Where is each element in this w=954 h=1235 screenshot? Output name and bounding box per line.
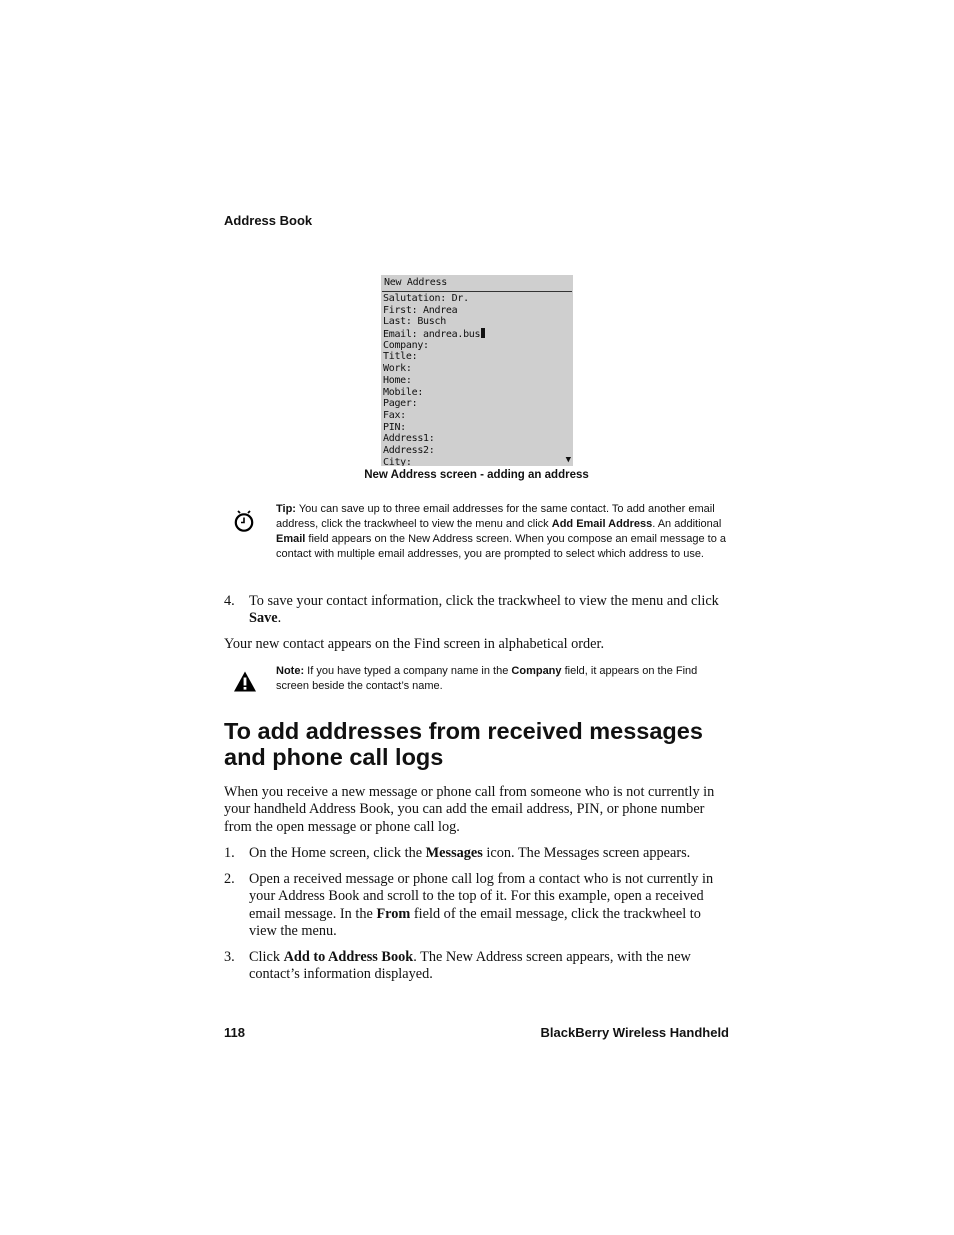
tip-text-part: You can save up to three email addresses for the same contact. To add another email address, click the trackwheel to view the menu and click [276,503,715,530]
step-text-part: . The New Address screen appears, with the new contact’s information displayed. [249,949,691,983]
step-text-part: To save your contact information, click the trackwheel to view the menu and click [249,593,719,609]
work-phone-field: Work: [383,363,412,375]
title-field: Title: [383,351,418,363]
step-4 [224,593,729,628]
intro-paragraph: When you receive a new message or phone call from someone who is not currently in your handheld Address Book, you can add the email address, PIN, or phone number from the open message or phone call log. [224,784,715,835]
messages-term: Messages [425,845,483,861]
step-number: 1. [224,845,235,861]
section-heading: To add addresses from received messages and phone call logs [224,718,703,770]
company-term: Company [511,665,562,677]
tip-callout [224,502,729,562]
step-text-part: . [277,610,282,627]
book-title: BlackBerry Wireless Handheld [540,1025,729,1040]
add-email-address-term: Add Email Address [551,518,653,530]
step-number: 4. [224,593,235,609]
scroll-down-icon: ▼ [565,455,571,465]
warning-icon [233,670,257,698]
tip-text-part: field appears on the New Address screen. When you compose an email message to a contact with multiple email addresses, you are prompted to select which address to use. [276,533,727,560]
from-term: From [376,905,411,922]
pager-field: Pager: [383,398,418,410]
pin-field: PIN: [383,421,406,433]
step-text [249,949,729,984]
tip-label: Tip: [276,503,296,515]
email-field-text: Email: andrea.bus [383,329,481,341]
step-text-part: field of the email message, click the trackwheel to view the menu. [249,905,701,939]
tip-clock-icon [233,510,255,537]
screen-title-divider [382,291,572,292]
step-number: 2. [224,871,235,887]
page-number: 118 [224,1025,245,1040]
email-field [383,328,485,340]
step-2 [224,871,729,940]
address2-field: Address2: [383,444,435,456]
screen-title: New Address [384,277,447,288]
note-label: Note: [276,665,305,677]
note-callout [224,664,729,694]
city-field: City: [383,456,412,466]
company-field: Company: [383,339,429,351]
step-1 [224,845,729,862]
first-name-field: First: Andrea [383,304,458,316]
result-paragraph: Your new contact appears on the Find screen in alphabetical order. [224,636,605,652]
new-address-screenshot [381,275,573,466]
step-3 [224,949,729,984]
tip-text-part: . An additional [652,518,722,530]
figure-caption: New Address screen - adding an address [364,469,589,481]
step-text [249,871,729,940]
email-term: Email [276,533,306,545]
step-text-part: On the Home screen, click the [249,845,426,861]
mobile-phone-field: Mobile: [383,386,424,398]
add-to-address-book-term: Add to Address Book [283,949,414,965]
save-term: Save [249,610,278,627]
step-text-part: Click [249,949,284,965]
step-number: 3. [224,949,235,965]
address1-field: Address1: [383,433,435,445]
note-text-part: If you have typed a company name in the [304,665,512,677]
text-cursor [481,328,485,338]
fax-field: Fax: [383,409,406,421]
step-text-part: Open a received message or phone call log from a contact who is not currently in your Address Book and scroll to the top of it. For this example, open a received email message. In the [249,871,714,922]
note-text [276,664,729,694]
note-text-part: field, it appears on the Find screen beside the contact’s name. [276,665,698,692]
last-name-field: Last: Busch [383,316,446,328]
step-text-part: icon. The Messages screen appears. [482,845,691,861]
address-field-list [383,293,485,466]
step-text [249,845,729,862]
home-phone-field: Home: [383,374,412,386]
step-text [249,593,729,628]
running-header: Address Book [224,213,313,228]
tip-text [276,502,729,562]
salutation-field: Salutation: Dr. [383,293,469,304]
